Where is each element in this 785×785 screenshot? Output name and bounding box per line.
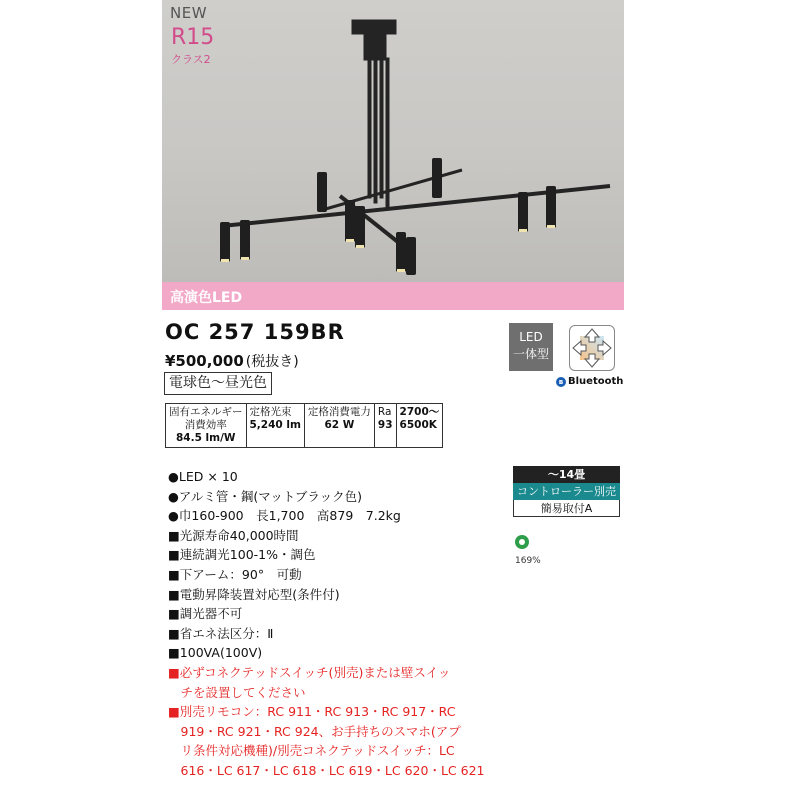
price-value: ¥500,000 [165,352,244,370]
easy-install-type: 簡易取付A [513,500,620,517]
eco-percent: 169% [515,556,541,566]
pendant-light-illustration [162,0,624,282]
cct-value: 6500K [399,419,437,431]
list-item: ■光源寿命40,000時間 [168,527,299,543]
controller-sold-separately: コントローラー別売 [513,483,620,500]
note-item: ■別売リモコン：RC 911・RC 913・RC 917・RC [168,704,456,720]
note-item: 919・RC 921・RC 924、お手持ちのスマホ(アプ [168,723,461,739]
list-item: ■連続調光100-1%・調色 [168,547,316,563]
note-item: リ条件対応機種)/別売コネクテッドスイッチ：LC [168,743,455,759]
efficiency-header-2: 消費効率 [184,419,227,431]
efficiency-header-1: 固有エネルギー [169,406,243,418]
power-header: 定格消費電力 [307,406,371,418]
band-label: 高演色LED [170,290,243,306]
r15-label: R15 [171,25,215,50]
bluetooth-label [556,376,623,387]
arrows-icon [570,326,614,370]
tax-note: (税抜き) [245,354,299,370]
efficiency-value: 84.5 lm/W [175,432,236,444]
class-label: クラス2 [171,53,211,66]
room-size: ～14畳 [513,466,620,483]
feature-list [168,467,484,781]
flux-header: 定格光束 [249,406,292,418]
note-item: 616・LC 617・LC 618・LC 619・LC 620・LC 621 [168,762,485,778]
list-item: ■電動昇降装置対応型(条件付) [168,586,340,602]
eco-mark-icon [515,535,529,549]
list-item: ■下アーム：90° 可動 [168,566,302,582]
high-color-rendering-band [162,282,624,310]
list-item: ■100VA(100V) [168,645,263,661]
ra-cell [374,404,396,448]
flux-value: 5,240 lm [249,419,301,431]
adjustable-direction-icon [569,325,615,371]
list-item: ■調光器不可 [168,606,243,622]
bluetooth-text: Bluetooth [568,376,624,387]
flux-cell [246,404,304,448]
room-size-box [513,466,620,517]
note-item: ■必ずコネクテッドスイッチ(別売)または壁スイッ [168,664,451,680]
efficiency-cell [166,404,247,448]
list-item: ●LED × 10 [168,469,238,484]
spec-table [165,403,443,448]
ra-header: Ra [377,406,392,418]
note-item: チを設置してください [168,684,306,700]
cct-header: 2700～ [399,406,440,418]
list-item: ●巾160-900 長1,700 高879 7.2kg [168,508,401,524]
product-photo [162,0,624,282]
new-badge: NEW [170,4,208,22]
power-value: 62 W [324,419,355,431]
power-cell [304,404,374,448]
led-integrated-badge [509,323,553,371]
list-item: ■省エネ法区分：Ⅱ [168,625,274,641]
cct-cell [396,404,443,448]
model-number: OC 257 159BR [165,320,345,344]
light-color-box: 電球色～昼光色 [164,372,272,395]
bluetooth-icon: ʙ [556,377,566,387]
ra-value: 93 [377,419,393,431]
price [165,351,299,371]
led-badge-line1: LED [519,330,543,344]
led-badge-line2: 一体型 [512,347,549,361]
list-item: ●アルミ管・鋼(マットブラック色) [168,488,363,504]
